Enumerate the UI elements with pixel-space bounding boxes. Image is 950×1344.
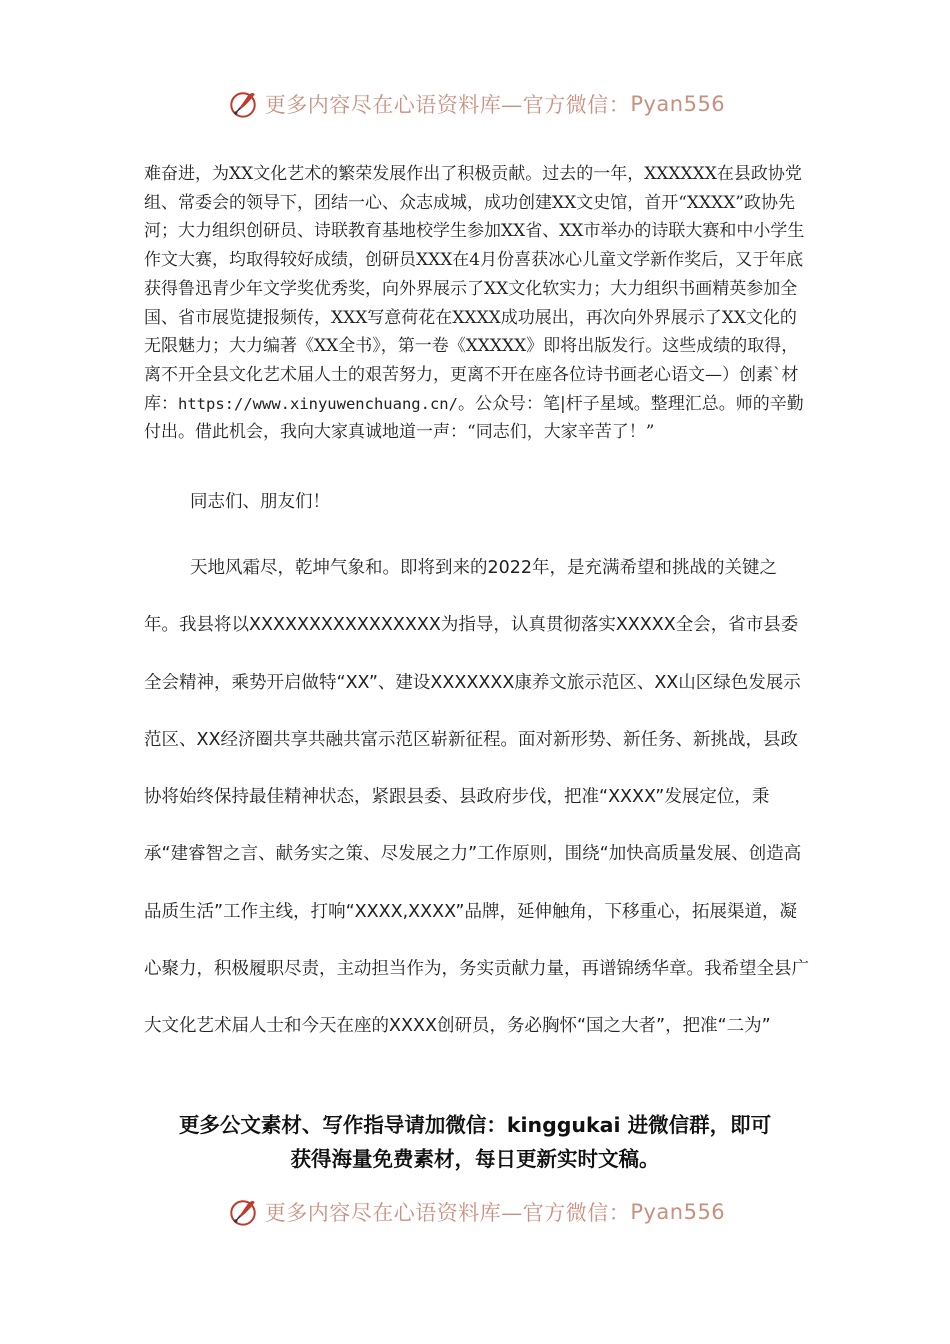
quill-pen-logo-icon bbox=[225, 1194, 261, 1230]
paragraph-1-text-a: 难奋进，为XX文化艺术的繁荣发展作出了积极贡献。过去的一年，XXXXXX在县政协党组、常委会的领导下，团结一心、众志成城，成功创建XX文史馆，首开“XXXX”政协先河；大力组织创研员、诗联教育基地校学生参加XX省、XX市举办的诗联大赛和中小学生作文大赛，均取得较好成绩，创研员XXX在4月份喜获冰心儿童文学新作奖后，又于年底获得鲁迅青少年文学奖优秀奖，向外界展示了XX文化软实力；大力组织书画精英参加全国、省市展览捷报频传，XXX写意荷花在XXXX成功展出，再次向外界展示了XX文化的无限魅力；大力编著《XX全书》，第一卷《XXXXX》即将出版发行。这些成绩的取得，离不开全县文化艺术届人士的艰苦努力，更离不开在座各位诗书画老心语文—）创素`材库： bbox=[144, 164, 805, 414]
body-paragraph-2: 天地风霜尽，乾坤气象和。即将到来的2022年，是充满希望和挑战的关键之年。我县将以XXXXXXXXXXXXXXXX为指导，认真贯彻落实XXXXX全会，省市县委全会精神，乘势开启做特“XX”、建设XXXXXXX康养文旅示范区、XX山区绿色发展示范区、XX经济圈共享共融共富示范区崭新征程。面对新形势、新任务、新挑战，县政协将始终保持最佳精神状态，紧跟县委、县政府步伐，把准“XXXX”发展定位，秉承“建睿智之言、献务实之策、尽发展之力”工作原则，围绕“加快高质量发展、创造高品质生活”工作主线，打响“XXXX,XXXX”品牌，延伸触角，下移重心，拓展渠道，凝心聚力，积极履职尽责，主动担当作为，务实贡献力量，再谱锦绣华章。我希望全县广大文化艺术届人士和今天在座的XXXX创研员，务必胸怀“国之大者”，把准“二为” bbox=[144, 558, 809, 1037]
promo-notice bbox=[140, 1108, 810, 1176]
quill-pen-logo-icon bbox=[225, 86, 261, 122]
banner-text: 更多内容尽在心语资料库—官方微信： bbox=[264, 93, 631, 117]
banner-wechat-id: Pyan556 bbox=[630, 1200, 726, 1224]
banner-wechat-id: Pyan556 bbox=[630, 92, 726, 116]
promo-line-2: 获得海量免费素材，每日更新实时文稿。 bbox=[290, 1147, 660, 1171]
body-paragraph-1 bbox=[144, 160, 812, 447]
paragraph-1-text-b: 。公众号：笔|杆子星域。整理汇总。师的辛勤付出。借此机会，我向大家真诚地道一声：“同志们，大家辛苦了！” bbox=[144, 393, 804, 443]
greeting-line: 同志们、朋友们！ bbox=[190, 492, 330, 512]
header-banner bbox=[0, 82, 950, 126]
website-url: https://www.xinyuwenchuang.cn/ bbox=[178, 394, 458, 413]
promo-line-1: 更多公文素材、写作指导请加微信：kinggukai 进微信群，即可 bbox=[178, 1113, 772, 1137]
banner-text: 更多内容尽在心语资料库—官方微信： bbox=[264, 1201, 631, 1225]
footer-banner bbox=[0, 1190, 950, 1234]
